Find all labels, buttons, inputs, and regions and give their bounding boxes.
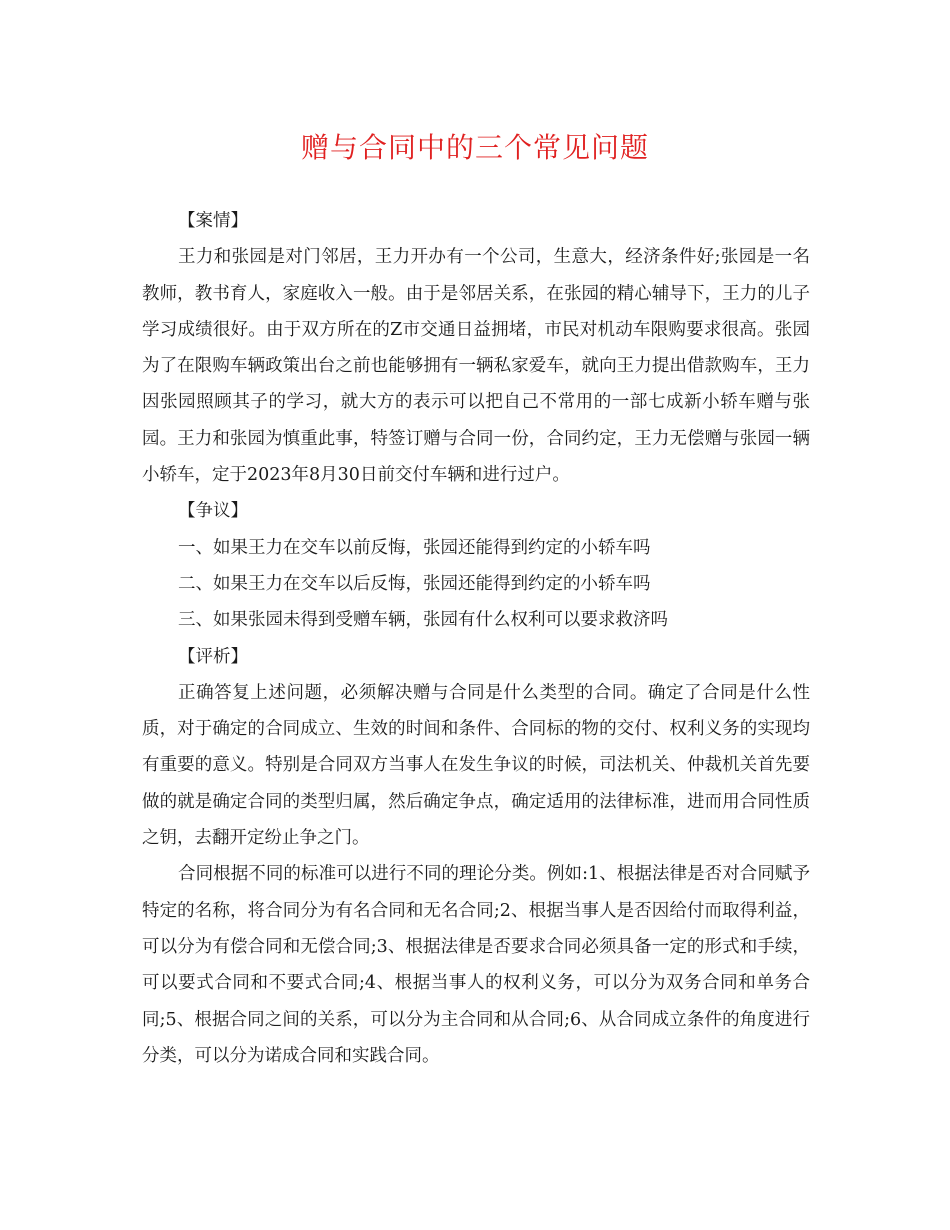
dispute-item-2: 二、如果王力在交车以后反悔，张园还能得到约定的小轿车吗 [178,573,651,594]
dispute-heading: 【争议】 [178,501,248,522]
dispute-item-3: 三、如果张园未得到受赠车辆，张园有什么权利可以要求救济吗 [178,610,668,631]
analysis-paragraph-2: 合同根据不同的标准可以进行不同的理论分类。例如:1、根据法律是否对合同赋予特定的名称，将合同分为有名合同和无名合同;2、根据当事人是否因给付而取得利益，可以分为有偿合同和无偿合同;3、根据法律是否要求合同必须具备一定的形式和手续，可以要式合同和不要式合同;4、根据当事人的权利义务，可以分为双务合同和单务合同;5、根据合同之间的关系，可以分为主合同和从合同;6、从合同成立条件的角度进行分类，可以分为诺成合同和实践合同。 [142,864,810,1066]
case-heading: 【案情】 [178,211,248,231]
analysis-heading: 【评析】 [178,646,248,667]
document-title: 赠与合同中的三个常见问题 [300,131,649,164]
case-paragraph: 王力和张园是对门邻居，王力开办有一个公司，生意大，经济条件好;张园是一名教师，教书育人，家庭收入一般。由于是邻居关系，在张园的精心辅导下，王力的儿子学习成绩很好。由于双方所在的Z市交通日益拥堵，市民对机动车限购要求很高。张园为了在限购车辆政策出台之前也能够拥有一辆私家爱车，就向王力提出借款购车，王力因张园照顾其子的学习，就大方的表示可以把自己不常用的一部七成新小轿车赠与张园。王力和张园为慎重此事，特签订赠与合同一份，合同约定，王力无偿赠与张园一辆小轿车，定于2023年8月30日前交付车辆和进行过户。 [142,247,810,486]
document-body [142,203,810,1074]
dispute-item-1: 一、如果王力在交车以前反悔，张园还能得到约定的小轿车吗 [178,537,651,558]
analysis-paragraph-1: 正确答复上述问题，必须解决赠与合同是什么类型的合同。确定了合同是什么性质，对于确定的合同成立、生效的时间和条件、合同标的物的交付、权利义务的实现均有重要的意义。特别是合同双方当事人在发生争议的时候，司法机关、仲裁机关首先要做的就是确定合同的类型归属，然后确定争点，确定适用的法律标准，进而用合同性质之钥，去翻开定纷止争之门。 [142,682,810,849]
